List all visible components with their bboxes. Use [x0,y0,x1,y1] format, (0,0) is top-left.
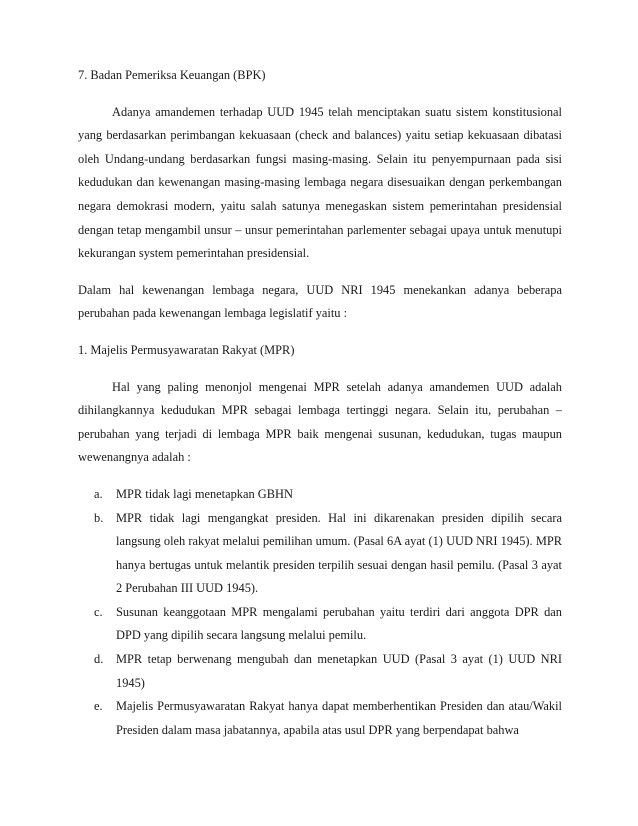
document-page [78,64,562,742]
list-item [94,695,562,742]
list-item-text: MPR tidak lagi menetapkan GBHN [116,486,293,501]
mpr-change-list [94,483,562,743]
list-item [94,507,562,601]
list-item-text: MPR tetap berwenang mengubah dan menetapkan UUD (Pasal 3 ayat (1) UUD NRI 1945) [116,652,562,690]
list-marker: b. [94,510,104,525]
section-heading-mpr: 1. Majelis Permusyawaratan Rakyat (MPR) [78,342,295,357]
list-item [94,483,562,507]
list-item [94,648,562,695]
paragraph-bpk: Adanya amandemen terhadap UUD 1945 telah menciptakan suatu sistem konstitusional yang berdasarkan perimbangan kekuasaan (check and balances) yaitu setiap kekuasaan dibatasi oleh Undang-undang berdasarkan fungsi masing-masing. Selain itu penyempurnaan pada sisi kedudukan dan kewenangan masing-masing lembaga negara disesuaikan dengan perkembangan negara demokrasi modern, yaitu salah satunya menegaskan sistem pemerintahan presidensial dengan tetap mengambil unsur – unsur pemerintahan parlementer sebagai upaya untuk menutupi kekurangan system pemerintahan presidensial. [78,104,562,261]
list-marker: d. [94,652,104,667]
list-item-text: Susunan keanggotaan MPR mengalami perubahan yaitu terdiri dari anggota DPR dan DPD yang dipilih secara langsung melalui pemilu. [116,604,562,643]
paragraph-mpr: Hal yang paling menonjol mengenai MPR setelah adanya amandemen UUD adalah dihilangkannya kedudukan MPR sebagai lembaga tertinggi negara. Selain itu, perubahan – perubahan yang terjadi di lembaga MPR baik mengenai susunan, kedudukan, tugas maupun wewenangnya adalah : [78,379,562,465]
list-item [94,601,562,648]
list-marker: e. [94,699,103,714]
list-marker: c. [94,604,103,619]
list-marker: a. [94,486,103,501]
section-heading-bpk: 7. Badan Pemeriksa Keuangan (BPK) [78,68,266,82]
list-item-text: MPR tidak lagi mengangkat presiden. Hal ini dikarenakan presiden dipilih secara langsung oleh rakyat melalui pemilihan umum. (Pasal 6A ayat (1) UUD NRI 1945). MPR hanya bertugas untuk melantik presiden terpilih sesuai dengan hasil pemilu. (Pasal 3 ayat 2 Perubahan III UUD 1945). [116,510,562,596]
paragraph-intro-kewenangan: Dalam hal kewenangan lembaga negara, UUD NRI 1945 menekankan adanya beberapa perubahan pada kewenangan lembaga legislatif yaitu : [78,282,562,321]
list-item-text: Majelis Permusyawaratan Rakyat hanya dapat memberhentikan Presiden dan atau/Wakil Presiden dalam masa jabatannya, apabila atas usul DPR yang berpendapat bahwa [116,699,562,737]
